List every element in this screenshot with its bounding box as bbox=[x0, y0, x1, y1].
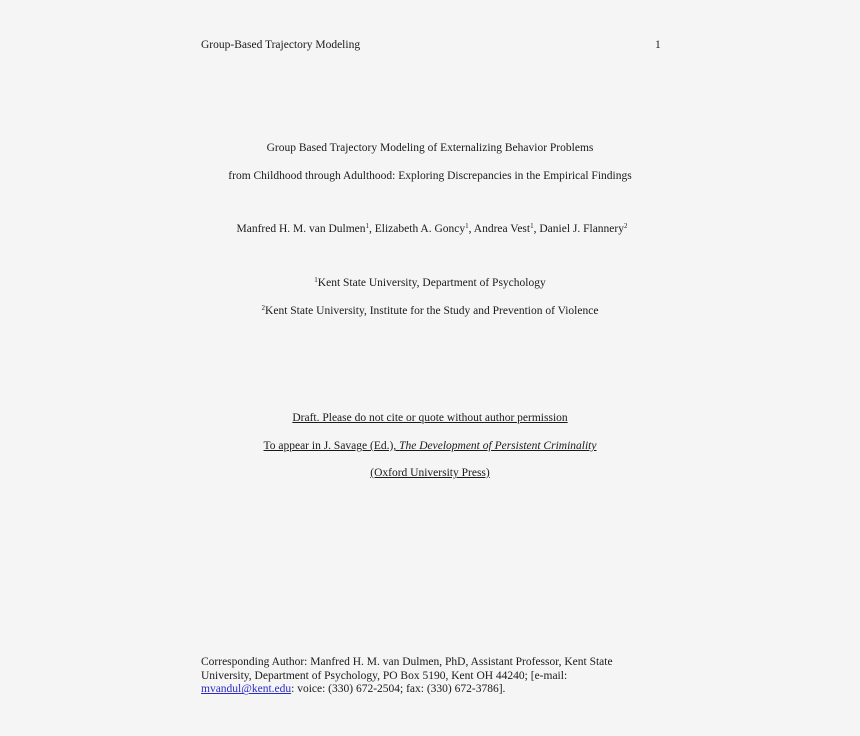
corresponding-author-note bbox=[201, 656, 641, 697]
author-affiliation-mark: 1 bbox=[465, 222, 469, 230]
contact-numbers: : voice: (330) 672-2504; fax: (330) 672-3786]. bbox=[291, 683, 506, 696]
author-name: Daniel J. Flannery bbox=[539, 223, 624, 235]
author-name: Manfred H. M. van Dulmen bbox=[236, 223, 366, 235]
author-separator: , bbox=[369, 223, 375, 235]
email-link[interactable]: mvandul@kent.edu bbox=[201, 683, 292, 696]
publisher-notice bbox=[0, 467, 860, 479]
affiliation-1 bbox=[0, 277, 860, 289]
footer-line-2: University, Department of Psychology, PO Box 5190, Kent OH 44240; [e-mail: bbox=[201, 669, 568, 682]
draft-notice bbox=[0, 412, 860, 424]
publication-notice bbox=[0, 440, 860, 452]
author-affiliation-mark: 1 bbox=[365, 222, 370, 230]
author-name: Elizabeth A. Goncy bbox=[374, 223, 466, 235]
footer-line-1: Corresponding Author: Manfred H. M. van Dulmen, PhD, Assistant Professor, Kent State bbox=[201, 656, 613, 668]
page-number: 1 bbox=[655, 39, 661, 51]
running-head: Group-Based Trajectory Modeling bbox=[201, 39, 361, 51]
title-line-2: from Childhood through Adulthood: Exploring Discrepancies in the Empirical Findings bbox=[228, 170, 632, 182]
publication-prefix: To appear in J. Savage (Ed.), bbox=[263, 440, 400, 452]
affiliation-text: Kent State University, Institute for the Study and Prevention of Violence bbox=[265, 305, 599, 317]
book-title: The Development of Persistent Criminality bbox=[399, 440, 597, 452]
affiliation-mark: 2 bbox=[261, 304, 266, 312]
author-name: Andrea Vest bbox=[473, 223, 531, 235]
title-line-1: Group Based Trajectory Modeling of Externalizing Behavior Problems bbox=[266, 142, 594, 154]
author-affiliation-mark: 1 bbox=[530, 222, 534, 230]
affiliation-2 bbox=[0, 305, 860, 317]
affiliation-mark: 1 bbox=[314, 276, 318, 284]
author-list bbox=[2, 223, 860, 235]
author-separator: , bbox=[468, 223, 474, 235]
author-separator: , bbox=[533, 223, 540, 235]
publisher-text: (Oxford University Press) bbox=[370, 467, 490, 479]
draft-notice-text: Draft. Please do not cite or quote without author permission bbox=[292, 412, 568, 424]
footer-line-3 bbox=[201, 683, 641, 697]
author-affiliation-mark: 2 bbox=[624, 222, 628, 230]
affiliation-text: Kent State University, Department of Psychology bbox=[317, 277, 546, 289]
